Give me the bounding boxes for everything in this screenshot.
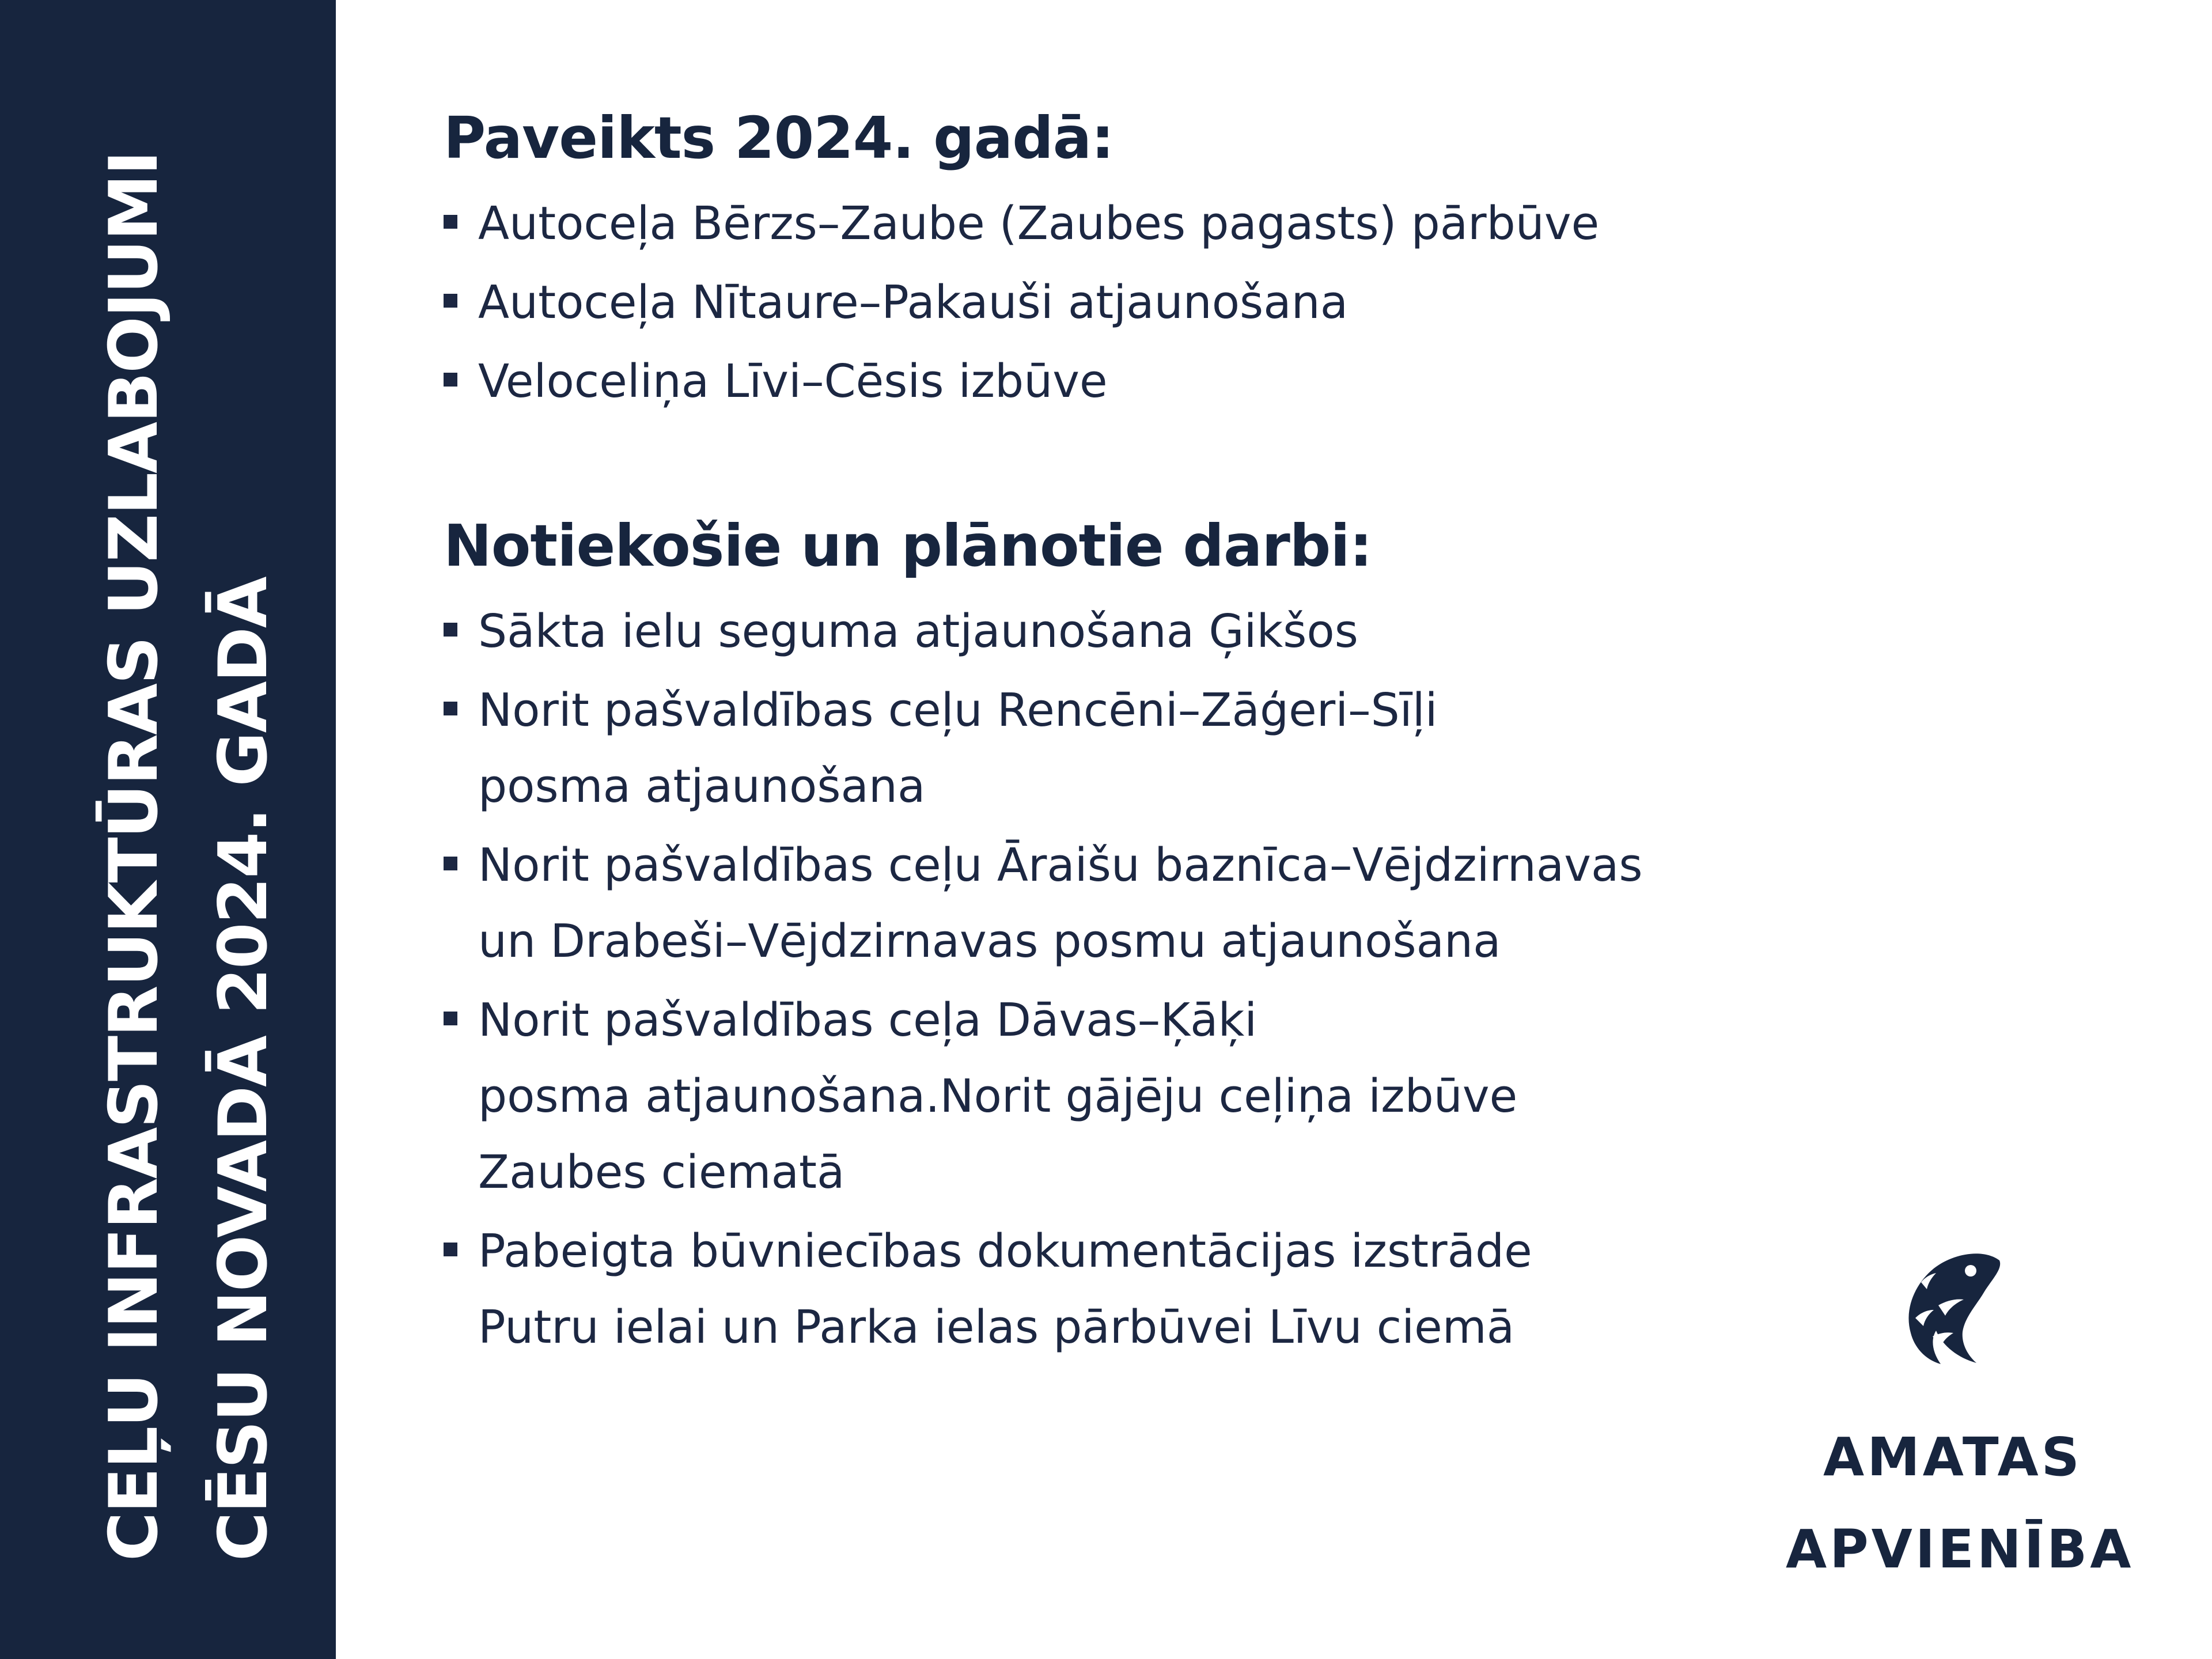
list-item-text: Autoceļa Bērzs–Zaube (Zaubes pagasts) pārbūve — [478, 197, 1600, 250]
bullet-square-icon — [444, 373, 457, 387]
list-item — [444, 343, 1768, 419]
main-content — [444, 98, 1768, 1368]
list-item — [444, 982, 1768, 1210]
fish-icon — [1898, 1250, 2008, 1365]
list-item-line: Norit pašvaldības ceļu Āraišu baznīca–Vējdzirnavas — [478, 839, 1643, 892]
list-item-line: Zaubes ciematā — [478, 1146, 845, 1199]
list-item — [444, 185, 1768, 262]
bullet-square-icon — [444, 623, 457, 637]
bullet-square-icon — [444, 294, 457, 308]
list-item-line: un Drabeši–Vējdzirnavas posmu atjaunošana — [478, 915, 1501, 968]
bullet-square-icon — [444, 1012, 457, 1025]
list-item-line: Pabeigta būvniecības dokumentācijas izstrāde — [478, 1225, 1532, 1278]
list-item-line: posma atjaunošana.Norit gājēju ceļiņa izbūve — [478, 1070, 1518, 1123]
list-item-line: Putru ielai un Parka ielas pārbūvei Līvu ciemā — [478, 1301, 1515, 1354]
completed-section — [444, 98, 1768, 419]
bullet-square-icon — [444, 215, 457, 229]
bullet-square-icon — [444, 857, 457, 870]
planned-section — [444, 506, 1768, 1365]
list-item-line: Sākta ielu seguma atjaunošana Ģikšos — [478, 605, 1358, 658]
list-item — [444, 827, 1768, 979]
sidebar-banner — [0, 0, 336, 1659]
list-item-line: Norit pašvaldības ceļu Rencēni–Zāģeri–Sīļi — [478, 684, 1438, 737]
sidebar-title-line-2: CĒSU NOVADĀ 2024. GADĀ — [204, 577, 282, 1561]
bullet-square-icon — [444, 1243, 457, 1256]
logo-line-1: AMATAS — [1823, 1426, 2082, 1488]
logo — [1786, 1250, 2134, 1596]
list-item-text: Autoceļa Nītaure–Pakauši atjaunošana — [478, 276, 1349, 329]
planned-list — [444, 593, 1768, 1365]
list-item — [444, 264, 1768, 340]
list-item-line: Norit pašvaldības ceļa Dāvas–Ķāķi — [478, 994, 1257, 1047]
logo-line-2: APVIENĪBA — [1786, 1518, 2134, 1580]
list-item — [444, 672, 1768, 824]
list-item-line: posma atjaunošana — [478, 760, 926, 813]
bullet-square-icon — [444, 702, 457, 715]
sidebar-title — [79, 151, 298, 1561]
completed-heading: Paveikts 2024. gadā: — [444, 104, 1114, 172]
logo-wordmark — [1786, 1411, 2134, 1596]
list-item — [444, 593, 1768, 669]
list-item — [444, 1213, 1768, 1365]
planned-heading: Notiekošie un plānotie darbi: — [444, 512, 1372, 579]
list-item-text: Veloceliņa Līvi–Cēsis izbūve — [478, 355, 1108, 408]
sidebar-title-line-1: CEĻU INFRASTRUKTŪRAS UZLABOJUMI — [95, 151, 173, 1561]
completed-list — [444, 185, 1768, 419]
